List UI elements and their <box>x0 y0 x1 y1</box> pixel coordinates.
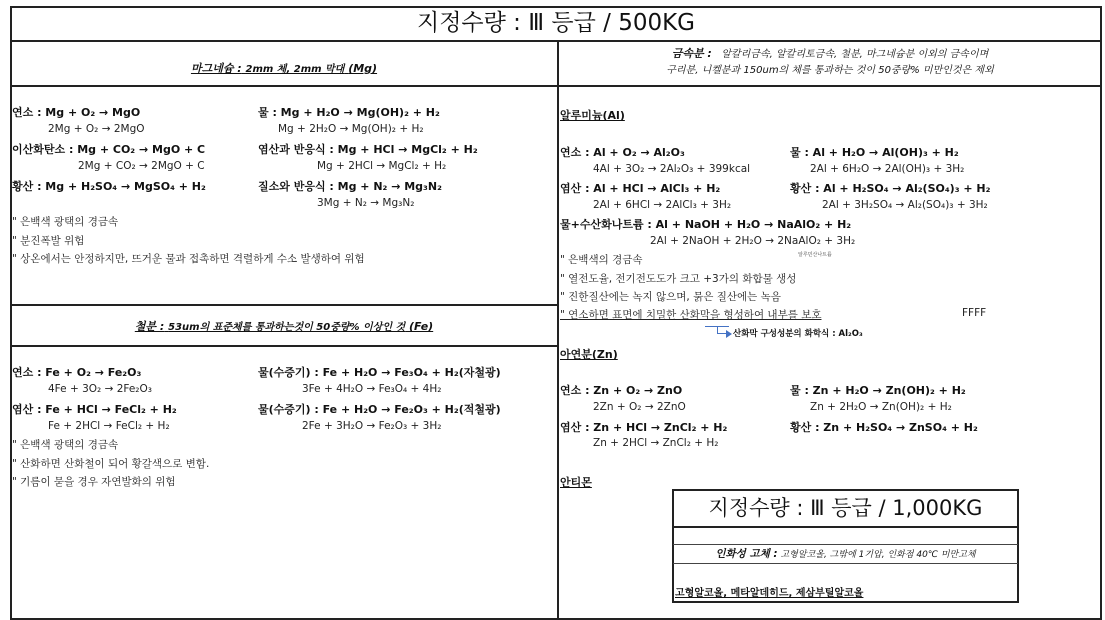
equation: 2Mg + O₂ → 2MgO <box>48 123 145 135</box>
metal-header <box>558 46 1102 79</box>
note: " 산화하면 산화철이 되어 황갈색으로 변함. <box>12 458 210 470</box>
mg-header <box>10 60 558 76</box>
divider <box>10 85 1102 87</box>
note: " 은백색 광택의 경금속 <box>12 439 119 451</box>
equation: 황산 : Al + H₂SO₄ → Al₂(SO₄)₃ + H₂ <box>790 182 991 195</box>
fe-header-symbol: (Fe) <box>409 320 434 333</box>
box-items: 고형알코올, 메타알데히드, 제삼부틸알코올 <box>675 588 864 599</box>
equation: 연소 : Al + O₂ → Al₂O₃ <box>560 146 685 159</box>
equation: 염산과 반응식 : Mg + HCl → MgCl₂ + H₂ <box>258 143 478 156</box>
note: " 은백색의 경금속 <box>560 254 643 266</box>
equation: 3Fe + 4H₂O → Fe₃O₄ + 4H₂ <box>302 383 442 395</box>
equation: 2Al + 2NaOH + 2H₂O → 2NaAlO₂ + 3H₂ <box>650 235 856 247</box>
equation: 연소 : Fe + O₂ → Fe₂O₃ <box>12 366 142 379</box>
zn-title: 아연분(Zn) <box>560 348 618 361</box>
equation: 2Mg + CO₂ → 2MgO + C <box>78 160 205 172</box>
divider <box>10 345 558 347</box>
equation: 4Al + 3O₂ → 2Al₂O₃ + 399kcal <box>593 163 751 175</box>
equation: Zn + 2H₂O → Zn(OH)₂ + H₂ <box>810 401 952 413</box>
mg-header-symbol: (Mg) <box>348 62 378 75</box>
box-desc-text: 고형알코올, 그밖에 1기압, 인화점 40℃ 미만고체 <box>780 550 976 560</box>
divider <box>672 526 1019 528</box>
box-desc <box>672 546 1019 561</box>
note: " 진한질산에는 녹지 않으며, 묽은 질산에는 녹음 <box>560 291 781 303</box>
equation: 염산 : Fe + HCl → FeCl₂ + H₂ <box>12 403 177 416</box>
equation: 2Fe + 3H₂O → Fe₂O₃ + 3H₂ <box>302 420 442 432</box>
equation: 2Al + 3H₂SO₄ → Al₂(SO₄)₃ + 3H₂ <box>822 199 988 211</box>
equation: Mg + 2HCl → MgCl₂ + H₂ <box>317 160 447 172</box>
equation: 물+수산화나트륨 : Al + NaOH + H₂O → NaAlO₂ + H₂ <box>560 218 852 231</box>
equation: 황산 : Mg + H₂SO₄ → MgSO₄ + H₂ <box>12 180 206 193</box>
box-label: 인화성 고체 : <box>715 548 778 560</box>
equation: 질소와 반응식 : Mg + N₂ → Mg₃N₂ <box>258 180 442 193</box>
equation: Mg + 2H₂O → Mg(OH)₂ + H₂ <box>278 123 424 135</box>
equation: 연소 : Mg + O₂ → MgO <box>12 106 141 119</box>
equation: 물(수증기) : Fe + H₂O → Fe₃O₄ + H₂(자철광) <box>258 366 501 379</box>
equation: 연소 : Zn + O₂ → ZnO <box>560 384 683 397</box>
ffff-text: FFFF <box>962 307 987 319</box>
note: " 상온에서는 안정하지만, 뜨거운 물과 접촉하면 격렬하게 수소 발생하여 위험 <box>12 253 365 265</box>
divider <box>10 40 1102 42</box>
note: " 연소하면 표면에 치밀한 산화막을 형성하여 내부를 보호 <box>560 309 822 321</box>
note: " 분진폭발 위험 <box>12 235 85 247</box>
note: " 은백색 광택의 경금속 <box>12 216 119 228</box>
fe-header-desc: 53um의 표준체를 통과하는것이 50중량% 이상인 것 <box>168 322 406 333</box>
sb-title: 안티몬 <box>560 476 592 489</box>
equation: Zn + 2HCl → ZnCl₂ + H₂ <box>593 437 719 449</box>
equation: 염산 : Zn + HCl → ZnCl₂ + H₂ <box>560 421 728 434</box>
metal-header-line1: 알칼리금속, 알칼리토금속, 철분, 마그네슘분 이외의 금속이며 <box>721 49 989 60</box>
equation: 물 : Mg + H₂O → Mg(OH)₂ + H₂ <box>258 106 440 119</box>
equation: 2Al + 6H₂O → 2Al(OH)₃ + 3H₂ <box>810 163 965 175</box>
mg-header-desc: 2mm 체, 2mm 막대 <box>245 64 345 75</box>
al-title: 알루미늄(Al) <box>560 109 625 122</box>
equation: 2Al + 6HCl → 2AlCl₃ + 3H₂ <box>593 199 732 211</box>
arrow-note: 산화막 구성성분의 화학식 : Al₂O₃ <box>733 329 863 339</box>
page-title: 지정수량 : Ⅲ 등급 / 500KG <box>416 10 696 36</box>
equation: 물 : Al + H₂O → Al(OH)₃ + H₂ <box>790 146 959 159</box>
equation: 2Zn + O₂ → 2ZnO <box>593 401 686 413</box>
equation: 물 : Zn + H₂O → Zn(OH)₂ + H₂ <box>790 384 966 397</box>
small-label: 알루민산나트륨 <box>798 252 832 258</box>
fe-header-label: 철분 : <box>134 320 165 333</box>
metal-header-line2: 구리분, 니켈분과 150um의 체를 통과하는 것이 50중량% 미만인것은 제외 <box>666 65 994 76</box>
note: " 기름이 묻을 경우 자연발화의 위험 <box>12 476 176 488</box>
equation: 물(수증기) : Fe + H₂O → Fe₂O₃ + H₂(적철광) <box>258 403 501 416</box>
fe-header <box>10 318 558 334</box>
metal-header-label: 금속분 : <box>671 47 712 60</box>
mg-header-label: 마그네슘 : <box>190 62 242 75</box>
divider <box>673 544 1018 545</box>
note: " 열전도율, 전기전도도가 크고 +3가의 화합물 생성 <box>560 273 797 285</box>
arrow-icon <box>705 326 729 335</box>
box-title: 지정수량 : Ⅲ 등급 / 1,000KG <box>708 496 983 520</box>
divider <box>673 563 1018 564</box>
equation: 이산화탄소 : Mg + CO₂ → MgO + C <box>12 143 206 156</box>
equation: 황산 : Zn + H₂SO₄ → ZnSO₄ + H₂ <box>790 421 978 434</box>
equation: 염산 : Al + HCl → AlCl₃ + H₂ <box>560 182 721 195</box>
equation: Fe + 2HCl → FeCl₂ + H₂ <box>48 420 170 432</box>
equation: 4Fe + 3O₂ → 2Fe₂O₃ <box>48 383 152 395</box>
equation: 3Mg + N₂ → Mg₃N₂ <box>317 197 415 209</box>
divider <box>10 304 558 306</box>
